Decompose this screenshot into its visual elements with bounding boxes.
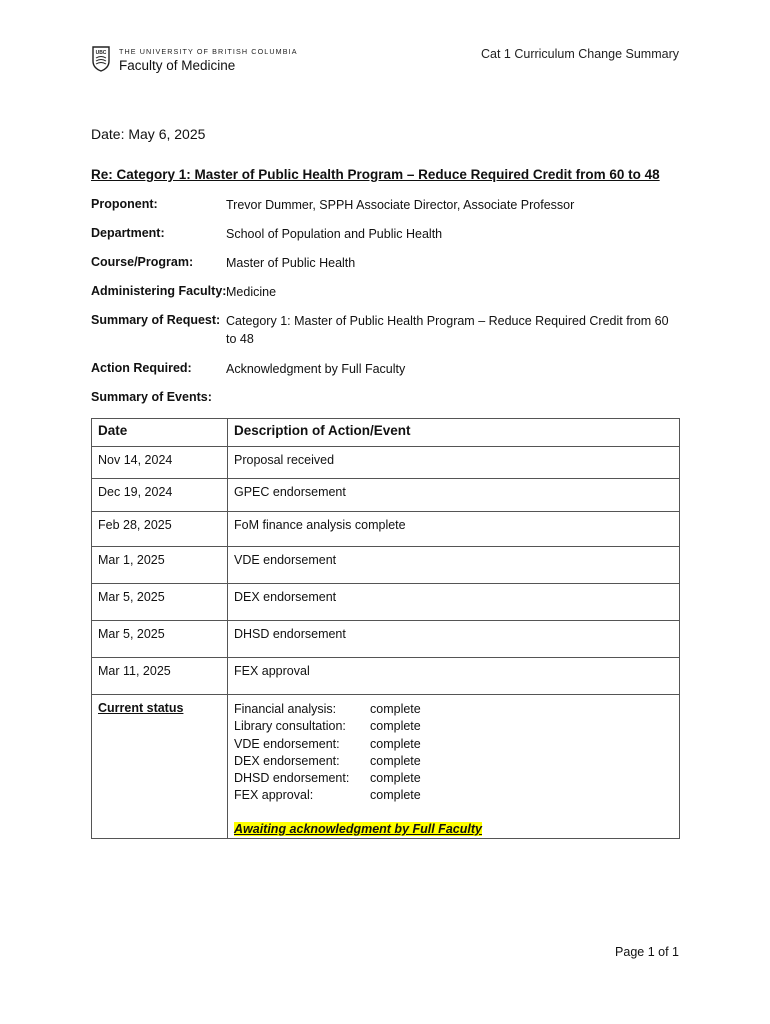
status-item-value: complete: [370, 788, 421, 803]
ubc-crest-icon: [92, 46, 110, 72]
status-item-name: DEX endorsement:: [234, 753, 340, 768]
field-value: Acknowledgment by Full Faculty: [226, 362, 406, 376]
event-description: FEX approval: [228, 658, 680, 695]
field-value: School of Population and Public Health: [226, 227, 443, 241]
table-row: [92, 547, 680, 584]
field-label: Summary of Events:: [91, 390, 212, 404]
status-item-value: complete: [370, 771, 421, 786]
column-header-description: Description of Action/Event: [228, 419, 680, 447]
event-date: Nov 14, 2024: [92, 447, 228, 479]
event-date: Mar 5, 2025: [92, 584, 228, 621]
status-details-cell: [228, 695, 680, 839]
table-row: [92, 479, 680, 512]
event-date: Mar 5, 2025: [92, 621, 228, 658]
subject-line: Re: Category 1: Master of Public Health Program – Reduce Required Credit from 60 to 48: [91, 167, 660, 182]
event-description: Proposal received: [228, 447, 680, 479]
field-value: Category 1: Master of Public Health Program – Reduce Required Credit from 60 to 48: [226, 314, 669, 346]
status-item-name: Library consultation:: [234, 719, 346, 734]
status-item-name: DHSD endorsement:: [234, 771, 350, 786]
table-row: [92, 512, 680, 547]
field-value: Master of Public Health: [226, 256, 356, 270]
event-date: Mar 1, 2025: [92, 547, 228, 584]
page-number: Page 1 of 1: [615, 945, 679, 959]
status-item-value: complete: [370, 736, 421, 751]
status-item-name: FEX approval:: [234, 788, 314, 803]
current-status-cell: [92, 695, 228, 839]
event-description: DEX endorsement: [228, 584, 680, 621]
status-item: [234, 736, 673, 753]
status-item: [234, 701, 673, 718]
field-value: Trevor Dummer, SPPH Associate Director, Associate Professor: [226, 198, 575, 212]
field-label: Administering Faculty:: [91, 284, 227, 298]
faculty-name: Faculty of Medicine: [119, 58, 236, 73]
status-item-value: complete: [370, 702, 421, 716]
document-header-title: Cat 1 Curriculum Change Summary: [481, 47, 679, 61]
table-row: [92, 584, 680, 621]
event-description: DHSD endorsement: [228, 621, 680, 658]
column-header-date: Date: [92, 419, 228, 447]
field-label: Proponent:: [91, 197, 158, 211]
field-value: Medicine: [226, 285, 277, 299]
table-row: [92, 621, 680, 658]
status-item-name: Financial analysis:: [234, 702, 337, 716]
svg-text:UBC: UBC: [95, 50, 107, 56]
status-item-value: complete: [370, 719, 421, 734]
status-row: [92, 695, 680, 839]
event-date: Dec 19, 2024: [92, 479, 228, 512]
status-item: [234, 770, 673, 787]
event-date: Mar 11, 2025: [92, 658, 228, 695]
document-date: Date: May 6, 2025: [91, 126, 206, 142]
status-item: [234, 753, 673, 770]
events-table: [91, 418, 680, 839]
table-header-row: [92, 419, 680, 447]
status-item: [234, 718, 673, 735]
field-label: Department:: [91, 226, 165, 240]
event-date: Feb 28, 2025: [92, 512, 228, 547]
field-label: Summary of Request:: [91, 313, 221, 327]
ubc-logo: [92, 44, 322, 78]
status-item: [234, 787, 673, 804]
status-item-value: complete: [370, 753, 421, 768]
awaiting-acknowledgment-note: Awaiting acknowledgment by Full Faculty: [234, 821, 482, 836]
event-description: GPEC endorsement: [228, 479, 680, 512]
table-row: [92, 447, 680, 479]
current-status-label: Current status: [98, 701, 184, 715]
field-label: Course/Program:: [91, 255, 194, 269]
status-item-name: VDE endorsement:: [234, 736, 340, 751]
event-description: VDE endorsement: [228, 547, 680, 584]
field-label: Action Required:: [91, 361, 192, 375]
event-description: FoM finance analysis complete: [228, 512, 680, 547]
university-name: THE UNIVERSITY OF BRITISH COLUMBIA: [119, 47, 298, 56]
table-row: [92, 658, 680, 695]
